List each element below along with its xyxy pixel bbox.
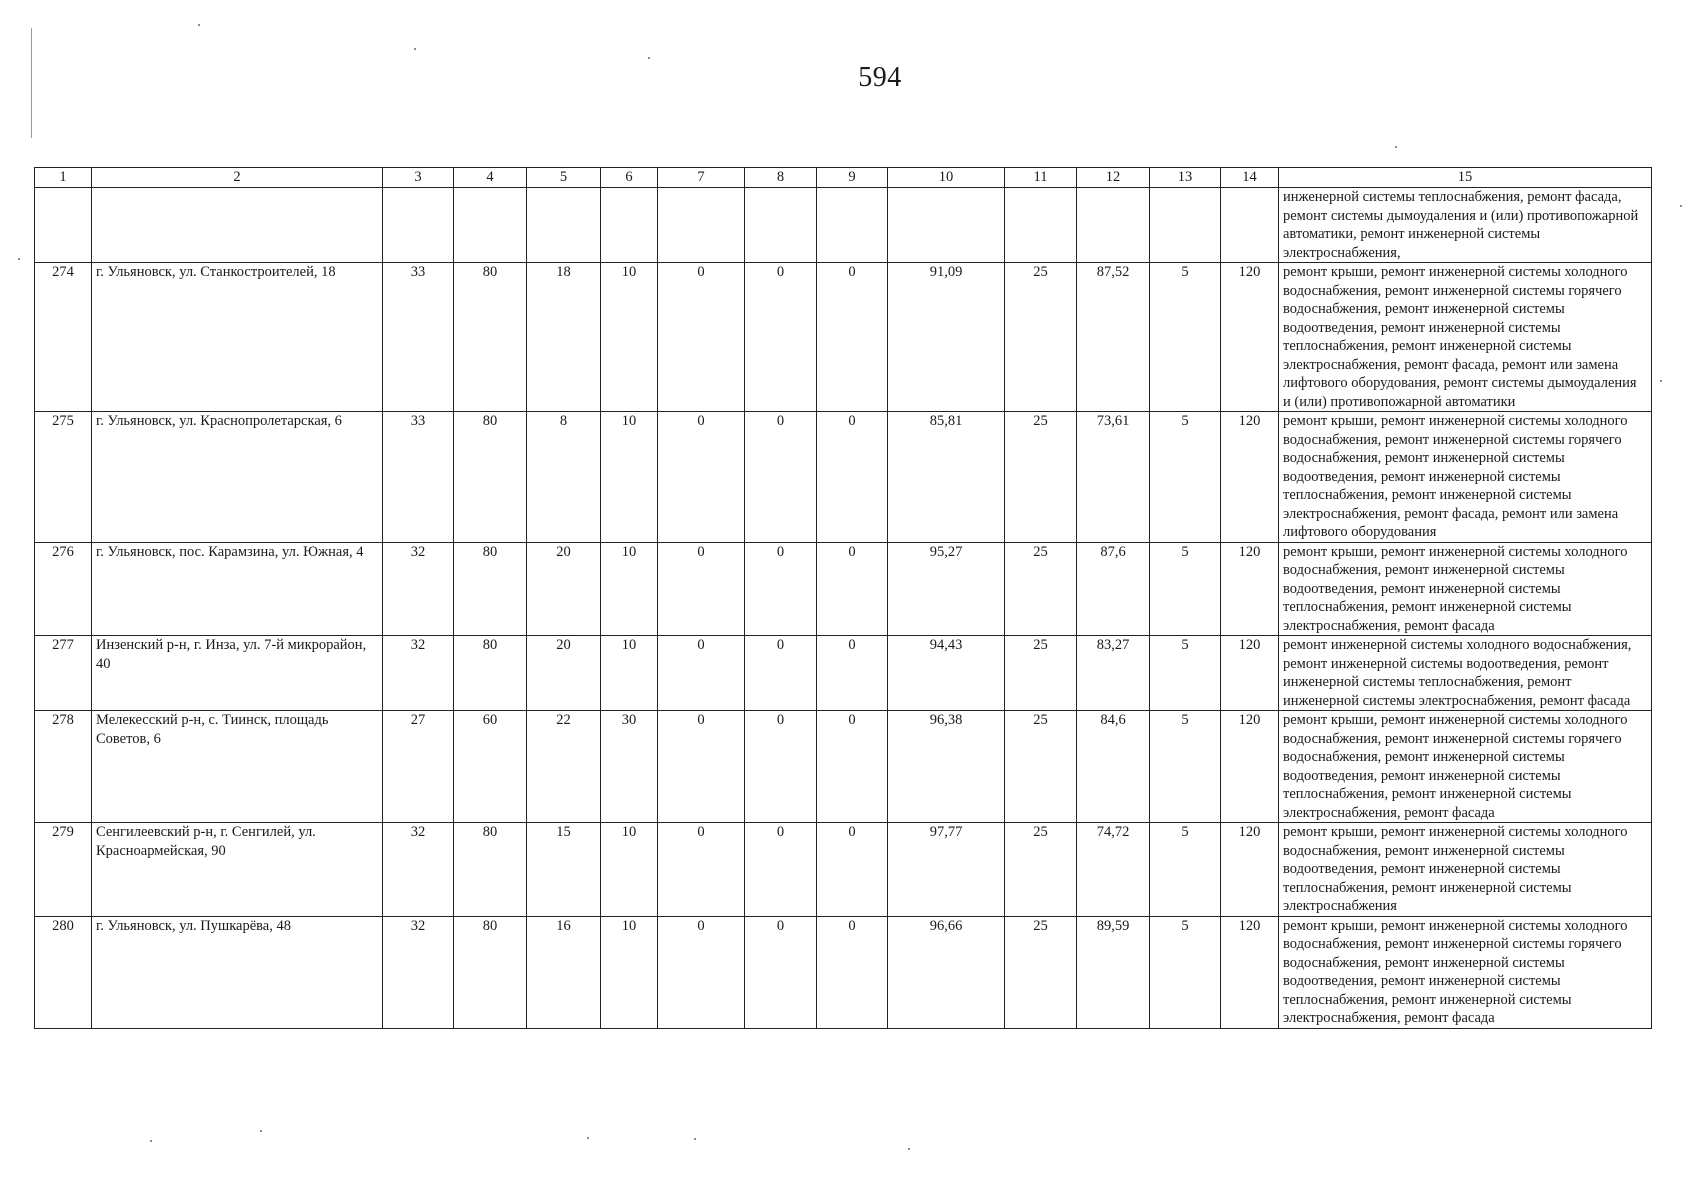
table-row: [35, 636, 1652, 711]
value-cell: 120: [1221, 636, 1279, 711]
works-list-cell: ремонт крыши, ремонт инженерной системы холодного водоснабжения, ремонт инженерной системы горячего водоснабжения, ремонт инженерной системы водоотведения, ремонт инженерной системы теплоснабжения, ремонт инженерной системы электроснабжения, ремонт фасада: [1279, 916, 1652, 1028]
value-cell: 0: [817, 412, 888, 543]
value-cell: 25: [1005, 542, 1077, 636]
column-header: 2: [92, 168, 383, 188]
value-cell: 94,43: [888, 636, 1005, 711]
works-list-cell: ремонт крыши, ремонт инженерной системы холодного водоснабжения, ремонт инженерной системы горячего водоснабжения, ремонт инженерной системы водоотведения, ремонт инженерной системы теплоснабжения, ремонт инженерной системы электроснабжения, ремонт фасада, ремонт или замена лифтового оборудования, ремонт системы дымоудаления и (или) противопожарной автоматики: [1279, 263, 1652, 412]
value-cell: 73,61: [1077, 412, 1150, 543]
value-cell: 5: [1150, 823, 1221, 917]
value-cell: 80: [454, 542, 527, 636]
row-number-cell: 274: [35, 263, 92, 412]
value-cell: 5: [1150, 711, 1221, 823]
column-header: 15: [1279, 168, 1652, 188]
value-cell: 87,6: [1077, 542, 1150, 636]
address-cell: Инзенский р-н, г. Инза, ул. 7-й микрорайон, 40: [92, 636, 383, 711]
value-cell: 96,38: [888, 711, 1005, 823]
column-header: 8: [745, 168, 817, 188]
column-number-header-row: [35, 168, 1652, 188]
row-number-cell: 275: [35, 412, 92, 543]
column-header: 5: [527, 168, 601, 188]
value-cell: 5: [1150, 412, 1221, 543]
value-cell: 0: [745, 412, 817, 543]
value-cell: 25: [1005, 412, 1077, 543]
value-cell: 120: [1221, 711, 1279, 823]
value-cell: 5: [1150, 263, 1221, 412]
value-cell: 10: [601, 542, 658, 636]
value-cell: 74,72: [1077, 823, 1150, 917]
value-cell: 0: [817, 711, 888, 823]
value-cell: 91,09: [888, 263, 1005, 412]
row-number-cell: 280: [35, 916, 92, 1028]
column-header: 12: [1077, 168, 1150, 188]
value-cell: 85,81: [888, 412, 1005, 543]
value-cell: 10: [601, 412, 658, 543]
table-row: [35, 263, 1652, 412]
value-cell: 10: [601, 916, 658, 1028]
value-cell: 25: [1005, 823, 1077, 917]
value-cell: 120: [1221, 412, 1279, 543]
works-list-cell: ремонт крыши, ремонт инженерной системы холодного водоснабжения, ремонт инженерной системы горячего водоснабжения, ремонт инженерной системы водоотведения, ремонт инженерной системы теплоснабжения, ремонт инженерной системы электроснабжения, ремонт фасада, ремонт или замена лифтового оборудования: [1279, 412, 1652, 543]
works-list-cell: ремонт крыши, ремонт инженерной системы холодного водоснабжения, ремонт инженерной системы горячего водоснабжения, ремонт инженерной системы водоотведения, ремонт инженерной системы теплоснабжения, ремонт инженерной системы электроснабжения, ремонт фасада: [1279, 711, 1652, 823]
page-number: 594: [858, 62, 902, 93]
address-cell: Сенгилеевский р-н, г. Сенгилей, ул. Красноармейская, 90: [92, 823, 383, 917]
value-cell: 20: [527, 636, 601, 711]
value-cell: 120: [1221, 916, 1279, 1028]
value-cell: 0: [658, 542, 745, 636]
value-cell: 0: [658, 412, 745, 543]
continuation-row: [35, 188, 1652, 263]
value-cell: 0: [745, 263, 817, 412]
value-cell: 5: [1150, 542, 1221, 636]
column-header: 6: [601, 168, 658, 188]
works-list-cell: ремонт инженерной системы холодного водоснабжения, ремонт инженерной системы водоотведения, ремонт инженерной системы теплоснабжения, ремонт инженерной системы электроснабжения, ремонт фасада: [1279, 636, 1652, 711]
column-header: 9: [817, 168, 888, 188]
value-cell: 0: [745, 636, 817, 711]
column-header: 11: [1005, 168, 1077, 188]
value-cell: 120: [1221, 823, 1279, 917]
value-cell: 0: [658, 636, 745, 711]
row-number-cell: 278: [35, 711, 92, 823]
value-cell: 60: [454, 711, 527, 823]
column-header: 14: [1221, 168, 1279, 188]
column-header: 3: [383, 168, 454, 188]
value-cell: 0: [817, 542, 888, 636]
value-cell: 80: [454, 636, 527, 711]
value-cell: 33: [383, 412, 454, 543]
address-cell: г. Ульяновск, пос. Карамзина, ул. Южная, 4: [92, 542, 383, 636]
value-cell: 89,59: [1077, 916, 1150, 1028]
value-cell: 32: [383, 823, 454, 917]
value-cell: 0: [817, 823, 888, 917]
value-cell: 80: [454, 263, 527, 412]
value-cell: 8: [527, 412, 601, 543]
value-cell: 0: [745, 542, 817, 636]
value-cell: 32: [383, 916, 454, 1028]
value-cell: 0: [658, 263, 745, 412]
column-header: 4: [454, 168, 527, 188]
address-cell: г. Ульяновск, ул. Пушкарёва, 48: [92, 916, 383, 1028]
value-cell: 95,27: [888, 542, 1005, 636]
address-cell: г. Ульяновск, ул. Станкостроителей, 18: [92, 263, 383, 412]
value-cell: 0: [658, 823, 745, 917]
value-cell: 16: [527, 916, 601, 1028]
value-cell: 0: [817, 636, 888, 711]
value-cell: 10: [601, 823, 658, 917]
value-cell: 27: [383, 711, 454, 823]
value-cell: 120: [1221, 542, 1279, 636]
value-cell: 25: [1005, 636, 1077, 711]
address-cell: г. Ульяновск, ул. Краснопролетарская, 6: [92, 412, 383, 543]
value-cell: 25: [1005, 711, 1077, 823]
value-cell: 97,77: [888, 823, 1005, 917]
value-cell: 0: [745, 823, 817, 917]
table-row: [35, 711, 1652, 823]
value-cell: 87,52: [1077, 263, 1150, 412]
value-cell: 0: [817, 263, 888, 412]
table-row: [35, 542, 1652, 636]
works-list-cell: инженерной системы теплоснабжения, ремонт фасада, ремонт системы дымоудаления и (или) противопожарной автоматики, ремонт инженерной системы электроснабжения,: [1279, 188, 1652, 263]
works-list-cell: ремонт крыши, ремонт инженерной системы холодного водоснабжения, ремонт инженерной системы водоотведения, ремонт инженерной системы теплоснабжения, ремонт инженерной системы электроснабжения, ремонт фасада: [1279, 542, 1652, 636]
value-cell: 33: [383, 263, 454, 412]
value-cell: 0: [658, 711, 745, 823]
value-cell: 20: [527, 542, 601, 636]
table-row: [35, 823, 1652, 917]
registry-table: [34, 167, 1652, 1029]
value-cell: 0: [745, 916, 817, 1028]
value-cell: 83,27: [1077, 636, 1150, 711]
value-cell: 120: [1221, 263, 1279, 412]
row-number-cell: 279: [35, 823, 92, 917]
table-row: [35, 412, 1652, 543]
value-cell: 32: [383, 542, 454, 636]
value-cell: 15: [527, 823, 601, 917]
value-cell: 30: [601, 711, 658, 823]
value-cell: 80: [454, 412, 527, 543]
column-header: 7: [658, 168, 745, 188]
value-cell: 18: [527, 263, 601, 412]
value-cell: 5: [1150, 636, 1221, 711]
value-cell: 32: [383, 636, 454, 711]
value-cell: 80: [454, 916, 527, 1028]
value-cell: 25: [1005, 916, 1077, 1028]
value-cell: 25: [1005, 263, 1077, 412]
column-header: 10: [888, 168, 1005, 188]
row-number-cell: 277: [35, 636, 92, 711]
address-cell: Мелекесский р-н, с. Тиинск, площадь Советов, 6: [92, 711, 383, 823]
value-cell: 0: [817, 916, 888, 1028]
value-cell: 0: [745, 711, 817, 823]
value-cell: 0: [658, 916, 745, 1028]
column-header: 13: [1150, 168, 1221, 188]
value-cell: 22: [527, 711, 601, 823]
table-row: [35, 916, 1652, 1028]
value-cell: 10: [601, 263, 658, 412]
row-number-cell: 276: [35, 542, 92, 636]
value-cell: 80: [454, 823, 527, 917]
works-list-cell: ремонт крыши, ремонт инженерной системы холодного водоснабжения, ремонт инженерной системы водоотведения, ремонт инженерной системы теплоснабжения, ремонт инженерной системы электроснабжения: [1279, 823, 1652, 917]
value-cell: 10: [601, 636, 658, 711]
value-cell: 5: [1150, 916, 1221, 1028]
column-header: 1: [35, 168, 92, 188]
value-cell: 84,6: [1077, 711, 1150, 823]
value-cell: 96,66: [888, 916, 1005, 1028]
